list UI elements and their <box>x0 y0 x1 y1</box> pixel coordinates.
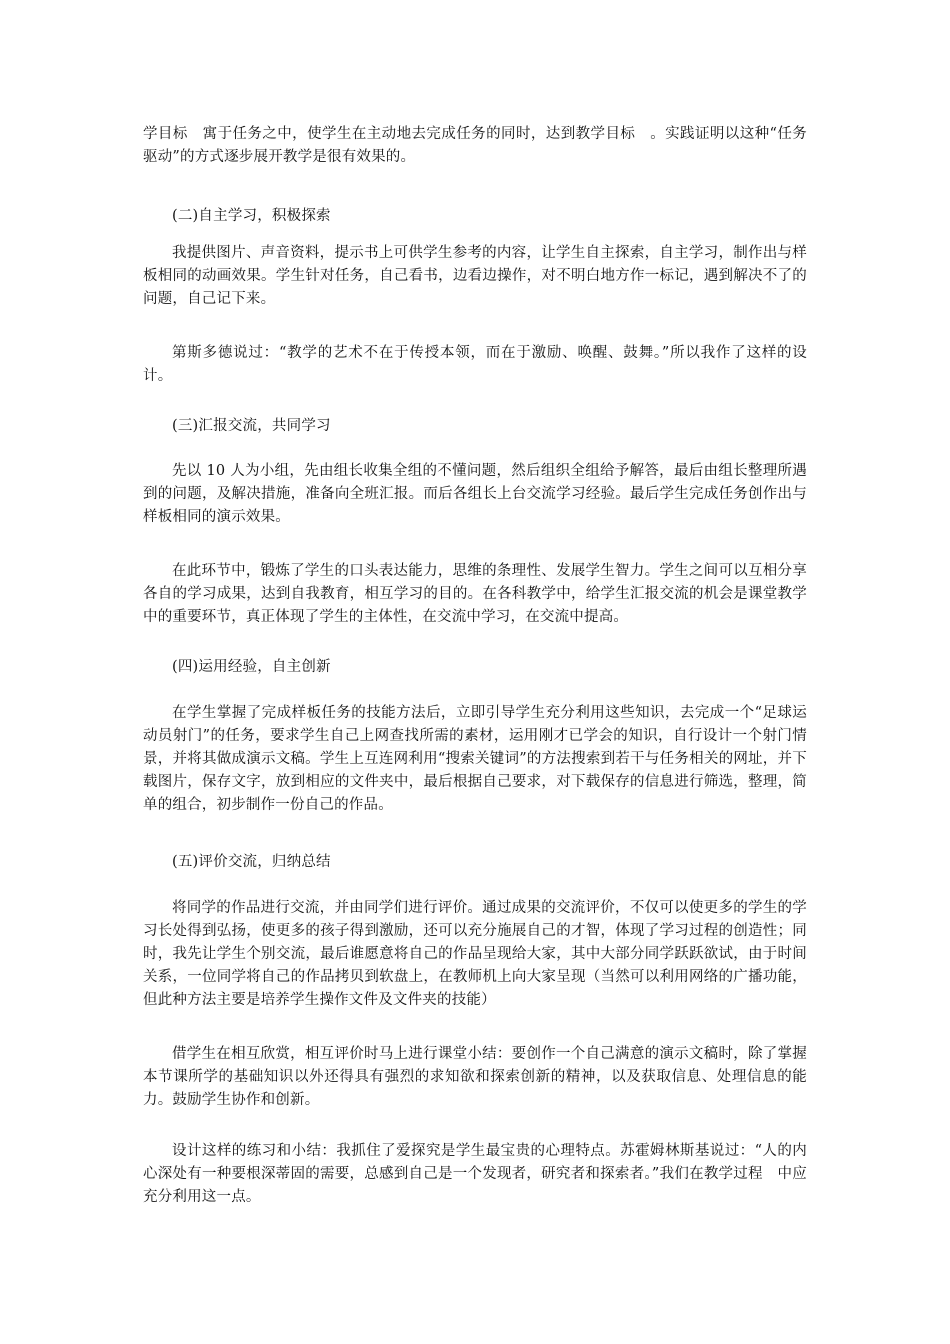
heading-self-study: (二)自主学习，积极探索 <box>172 208 331 224</box>
heading-report-exchange: (三)汇报交流，共同学习 <box>172 418 331 434</box>
paragraph-football-task: 在学生掌握了完成样板任务的技能方法后，立即引导学生充分利用这些知识，去完成一个“足球运动员射门”的任务，要求学生自己上网查找所需的素材，运用刚才已学会的知识，自行设计一个射门情景，并将其做成演示文稿。学生上互连网利用“搜索关键词”的方法搜索到若干与任务相关的网址，并下载图片，保存文字，放到相应的文件夹中，最后根据自己要求，对下载保存的信息进行筛选，整理，简单的组合，初步制作一份自己的作品。 <box>143 705 807 813</box>
paragraph-abilities: 在此环节中，锻炼了学生的口头表达能力，思维的条理性、发展学生智力。学生之间可以互相分享各自的学习成果，达到自我教育，相互学习的目的。在各科教学中，给学生汇报交流的机会是课堂教学中的重要环节，真正体现了学生的主体性，在交流中学习，在交流中提高。 <box>143 563 807 625</box>
paragraph-materials: 我提供图片、声音资料，提示书上可供学生参考的内容，让学生自主探索，自主学习，制作出与样板相同的动画效果。学生针对任务，自己看书，边看边操作，对不明白地方作一标记，遇到解决不了的问题，自己记下来。 <box>143 245 807 307</box>
heading-apply-experience: (四)运用经验，自主创新 <box>172 659 331 675</box>
paragraph-summary: 借学生在相互欣赏，相互评价时马上进行课堂小结：要创作一个自己满意的演示文稿时，除了掌握本节课所学的基础知识以外还得具有强烈的求知欲和探索创新的精神，以及获取信息、处理信息的能力。鼓励学生协作和创新。 <box>143 1046 807 1108</box>
paragraph-task-driven: 学目标 寓于任务之中，使学生在主动地去完成任务的同时，达到教学目标 。实践证明以这种“任务驱动”的方式逐步展开教学是很有效果的。 <box>143 126 807 165</box>
paragraph-evaluation: 将同学的作品进行交流，并由同学们进行评价。通过成果的交流评价，不仅可以使更多的学生的学习长处得到弘扬，使更多的孩子得到激励，还可以充分施展自己的才智，体现了学习过程的创造性；同时，我先让学生个别交流，最后谁愿意将自己的作品呈现给大家，其中大部分同学跃跃欲试，由于时间关系，一位同学将自己的作品拷贝到软盘上，在教师机上向大家呈现（当然可以利用网络的广播功能，但此种方法主要是培养学生操作文件及文件夹的技能） <box>143 900 807 1008</box>
paragraph-quote-diesterweg: 第斯多德说过：“教学的艺术不在于传授本领，而在于激励、唤醒、鼓舞。”所以我作了这样的设计。 <box>143 345 807 384</box>
paragraph-design-practice: 设计这样的练习和小结：我抓住了爱探究是学生最宝贵的心理特点。苏霍姆林斯基说过：“人的内心深处有一种要根深蒂固的需要，总感到自己是一个发现者，研究者和探索者。”我们在教学过程 中应充分利用这一点。 <box>143 1143 807 1205</box>
paragraph-groups: 先以 10 人为小组，先由组长收集全组的不懂问题，然后组织全组给予解答，最后由组长整理所遇到的问题，及解决措施，准备向全班汇报。而后各组长上台交流学习经验。最后学生完成任务创作出与样板相同的演示效果。 <box>143 463 807 525</box>
heading-evaluate-summary: (五)评价交流，归纳总结 <box>172 854 331 870</box>
